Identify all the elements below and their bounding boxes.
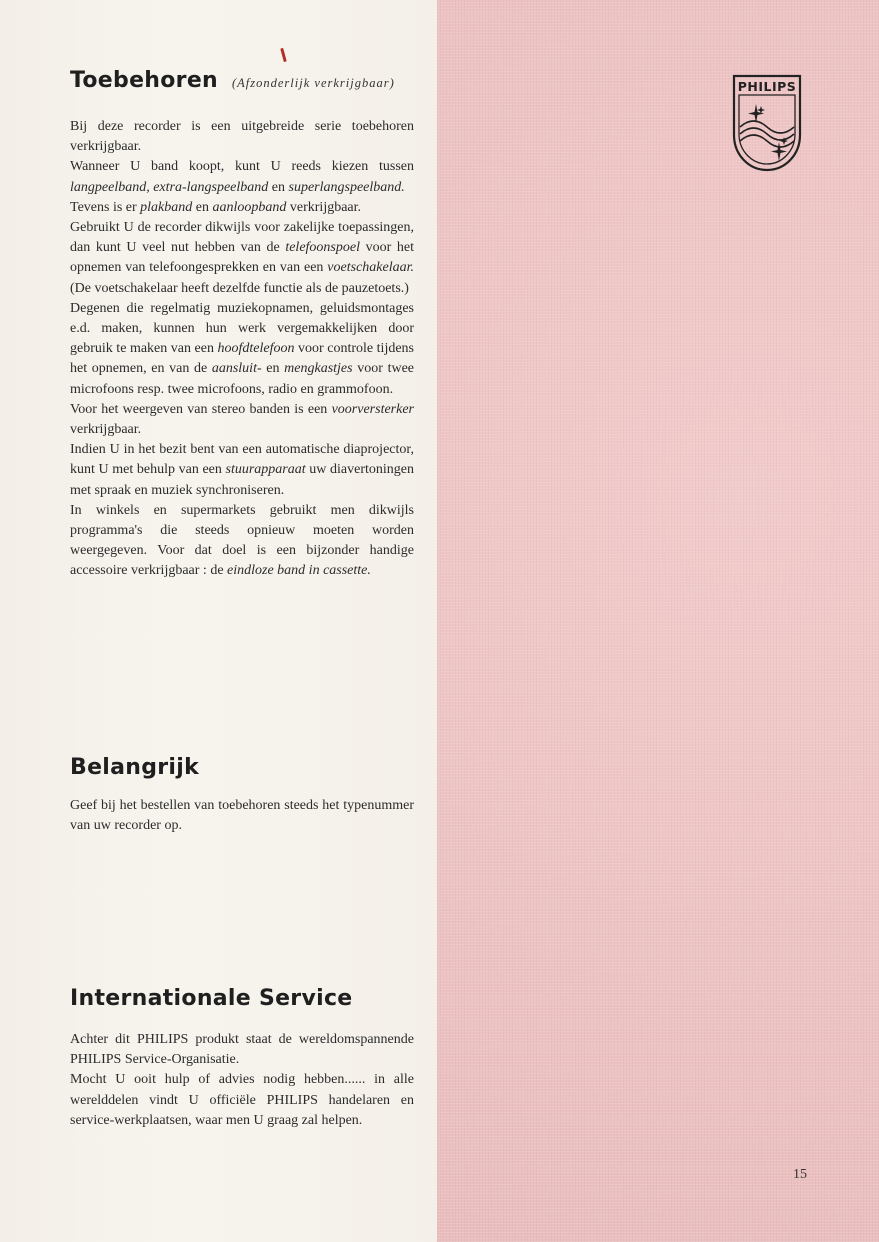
pink-panel bbox=[437, 0, 879, 1242]
accessories-body bbox=[70, 117, 414, 582]
text-run: Degenen die regelmatig muziekopnamen, geluidsmontages e.d. maken, kunnen hun werk vergemakkelijken door gebruik te maken van een bbox=[70, 300, 414, 357]
text-run: en bbox=[268, 179, 289, 195]
text-run: Indien U in het bezit bent van een automatische diaprojector, kunt U met behulp van een bbox=[70, 442, 414, 478]
accessories-title: Toebehoren bbox=[70, 68, 218, 93]
italic-term: stuurapparaat bbox=[225, 462, 306, 478]
text-run: Wanneer U band koopt, kunt U reeds kiezen tussen bbox=[70, 159, 414, 175]
text-run: voor twee microfoons resp. twee microfoons, radio en grammofoon. bbox=[70, 361, 414, 397]
philips-shield-logo bbox=[731, 73, 803, 173]
text-run: en bbox=[261, 361, 285, 377]
italic-term: voorversterker bbox=[331, 401, 414, 417]
accessories-paragraph bbox=[70, 299, 414, 400]
service-paragraph: Achter dit PHILIPS produkt staat de wereldomspannende PHILIPS Service-Organisatie. bbox=[70, 1032, 414, 1068]
accessories-paragraph bbox=[70, 400, 414, 440]
italic-term: voetschakelaar. bbox=[327, 260, 414, 276]
italic-term: langpeelband, extra-langspeelband bbox=[70, 179, 269, 195]
text-run: verkrijgbaar. bbox=[286, 199, 362, 215]
text-run: (De voetschakelaar heeft dezelfde functie als de pauzetoets.) bbox=[70, 280, 409, 296]
italic-term: hoofdtelefoon bbox=[217, 341, 295, 357]
italic-term: aanloopband bbox=[212, 199, 287, 215]
italic-term: plakband bbox=[140, 199, 193, 215]
italic-term: eindloze band in cassette. bbox=[227, 563, 371, 579]
logo-text: PHILIPS bbox=[737, 79, 797, 94]
text-run: verkrijgbaar. bbox=[70, 422, 142, 438]
service-paragraph: Mocht U ooit hulp of advies nodig hebben...... in alle werelddelen vindt U officiële PHILIPS handelaren en service-werkplaatsen, waar men U graag zal helpen. bbox=[70, 1072, 414, 1128]
italic-term: telefoonspoel bbox=[285, 240, 360, 256]
service-heading: Internationale Service bbox=[70, 986, 353, 1011]
accessories-paragraph bbox=[70, 198, 414, 218]
important-body bbox=[70, 796, 414, 836]
service-body bbox=[70, 1030, 414, 1131]
text-run: voor controle tijdens het opnemen, en van de bbox=[70, 341, 414, 377]
italic-term: aansluit- bbox=[211, 361, 262, 377]
accessories-paragraph bbox=[70, 440, 414, 501]
text-run: uw diavertoningen met spraak en muziek synchroniseren. bbox=[70, 462, 414, 498]
text-run: Tevens is er bbox=[70, 199, 141, 215]
page-number: 15 bbox=[793, 1167, 807, 1182]
accessories-paragraph bbox=[70, 218, 414, 299]
accessories-subtitle: (Afzonderlijk verkrijgbaar) bbox=[232, 76, 395, 90]
accessories-paragraph bbox=[70, 157, 414, 197]
text-run: Voor het weergeven van stereo banden is een bbox=[70, 401, 332, 417]
text-run: en bbox=[192, 199, 213, 215]
italic-term: superlangspeelband. bbox=[288, 179, 405, 195]
text-run: Bij deze recorder is een uitgebreide serie toebehoren verkrijgbaar. bbox=[70, 119, 414, 155]
important-text: Geef bij het bestellen van toebehoren steeds het typenummer van uw recorder op. bbox=[70, 798, 414, 834]
text-run: In winkels en supermarkets gebruikt men dikwijls programma's die steeds opnieuw moeten worden weergegeven. Voor dat doel is een bijzonder handige accessoire verkrijgbaar : de bbox=[70, 502, 414, 579]
accessories-heading bbox=[70, 68, 395, 93]
accessories-paragraph bbox=[70, 501, 414, 582]
accessories-paragraph bbox=[70, 117, 414, 157]
important-heading: Belangrijk bbox=[70, 755, 200, 780]
text-run: voor het opnemen van telefoongesprekken en van een bbox=[70, 240, 415, 276]
italic-term: mengkastjes bbox=[284, 361, 353, 377]
text-run: Gebruikt U de recorder dikwijls voor zakelijke toepassingen, dan kunt U veel nut hebben van de bbox=[70, 220, 414, 256]
